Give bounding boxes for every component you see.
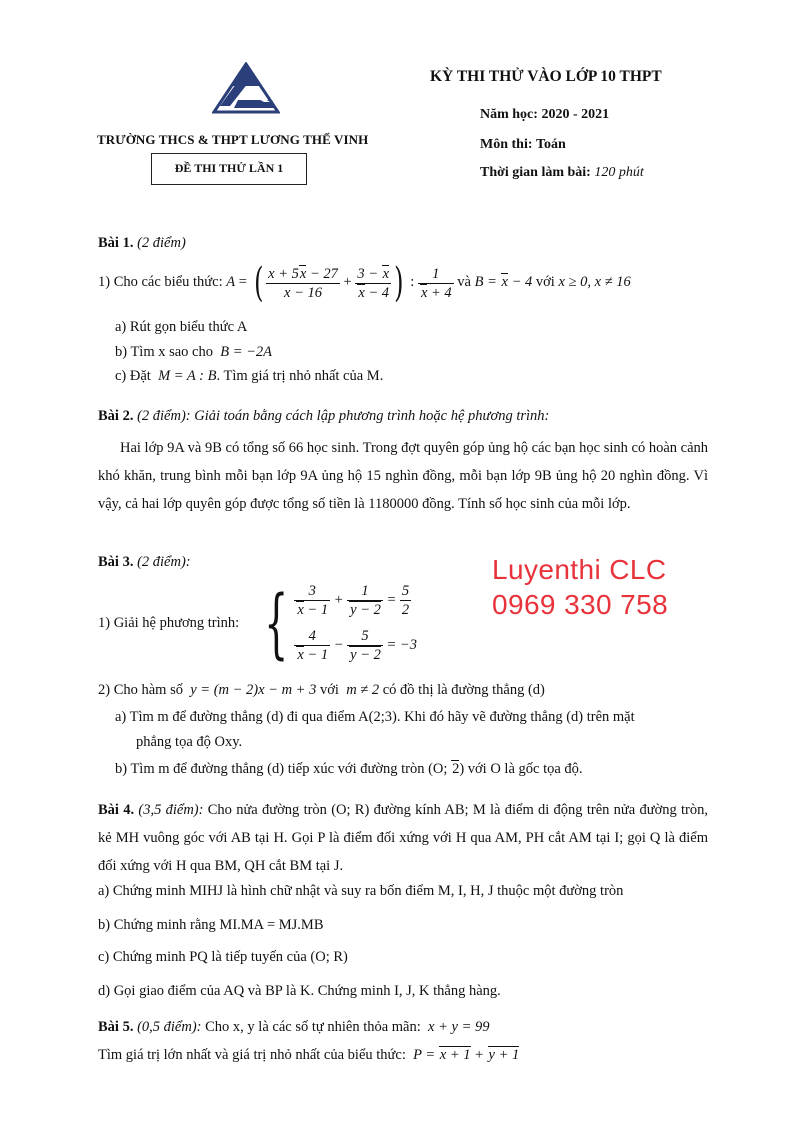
- bai2-text: Hai lớp 9A và 9B có tổng số 66 học sinh. Trong đợt quyên góp ủng hộ các bạn học sinh có hoàn cảnh khó khăn, trung bình mỗi bạn lớp 9A ủng hộ 15 nghìn đồng, mỗi bạn lớp 9B ủng hộ 20 nghìn đồng. Vì vậy, cả hai lớp quyên góp được tổng số tiền là 1180000 đồng. Tính số học sinh của mỗi lớp.: [98, 440, 709, 512]
- bai3-system: { $\frac{3}{x - 1}$ + $\frac{1}{y - 2}$ = $\frac{5}{2}$ $\frac{4}{x - 1}$ − $\frac{5}{y - 2}$ = −3: [264, 578, 417, 667]
- watermark-line2: 0969 330 758: [492, 589, 669, 620]
- bai3-q2: 2) Cho hàm số y = (m − 2)x − m + 3 với m ≠ 2 có đồ thị là đường thẳng (d): [98, 682, 545, 698]
- bai3-a2: phẳng tọa độ Oxy.: [136, 734, 243, 750]
- bai3-heading: Bài 3. (2 điểm):: [98, 554, 191, 570]
- bai3-q1: 1) Giải hệ phương trình:: [98, 615, 240, 631]
- exam-title: KỲ THI THỬ VÀO LỚP 10 THPT: [430, 68, 662, 85]
- bai5-heading: Bài 5. (0,5 điểm): Cho x, y là các số tự nhiên thỏa mãn: x + y = 99: [98, 1019, 490, 1035]
- bai1-b: b) Tìm x sao cho B = −2A: [115, 344, 273, 360]
- bai1-heading: Bài 1. (2 điểm): [98, 235, 186, 251]
- school-name: TRƯỜNG THCS & THPT LƯƠNG THẾ VINH: [97, 132, 369, 147]
- bai4-text: Bài 4. (3,5 điểm): Cho nửa đường tròn (O; R) đường kính AB; M là điểm di động trên nửa đường tròn, kẻ MH vuông góc với AB tại H. Gọi P là điểm đối xứng với H qua AM, PH cắt AM tại I; gọi Q là điểm đối xứng với H qua BM, QH cắt BM tại J.: [98, 802, 709, 874]
- bai4-a: a) Chứng minh MIHJ là hình chữ nhật và suy ra bốn điểm M, I, H, J thuộc một đường tròn: [98, 883, 624, 899]
- bai3-a: a) Tìm m để đường thẳng (d) đi qua điểm A(2;3). Khi đó hãy vẽ đường thẳng (d) trên mặt: [115, 709, 635, 725]
- bai4-b: b) Chứng minh rằng MI.MA = MJ.MB: [98, 917, 324, 933]
- bai1-c: c) Đặt M = A : B. Tìm giá trị nhỏ nhất của M.: [115, 368, 384, 384]
- school-logo: [212, 62, 280, 114]
- bai4-d: d) Gọi giao điểm của AQ và BP là K. Chứng minh I, J, K thẳng hàng.: [98, 983, 501, 999]
- bai1-a: a) Rút gọn biểu thức A: [115, 319, 248, 335]
- school-year: Năm học: 2020 - 2021: [480, 107, 610, 122]
- bai3-b: b) Tìm m để đường thẳng (d) tiếp xúc với đường tròn (O; 2) với O là gốc tọa độ.: [115, 761, 583, 777]
- bai2-heading: Bài 2. (2 điểm): Giải toán bằng cách lập phương trình hoặc hệ phương trình:: [98, 408, 550, 424]
- subject: Môn thi: Toán: [480, 137, 566, 152]
- bai4-c: c) Chứng minh PQ là tiếp tuyến của (O; R): [98, 949, 348, 965]
- bai5-question: Tìm giá trị lớn nhất và giá trị nhỏ nhất của biểu thức: P = x + 1 + y + 1: [98, 1047, 520, 1063]
- watermark-line1: Luyenthi CLC: [492, 554, 667, 585]
- bai1-formula: 1) Cho các biểu thức: A = ( $\frac{x + 5x - 27}{x - 16}$ + $\frac{3 - x}{x - 4}$ ) : $\frac{1}{x + 4}$ và B = x − 4 với x ≥ 0, x ≠ 16: [98, 260, 631, 306]
- exam-label-box: ĐỀ THI THỬ LẦN 1: [151, 153, 307, 185]
- duration: Thời gian làm bài: 120 phút: [480, 165, 644, 180]
